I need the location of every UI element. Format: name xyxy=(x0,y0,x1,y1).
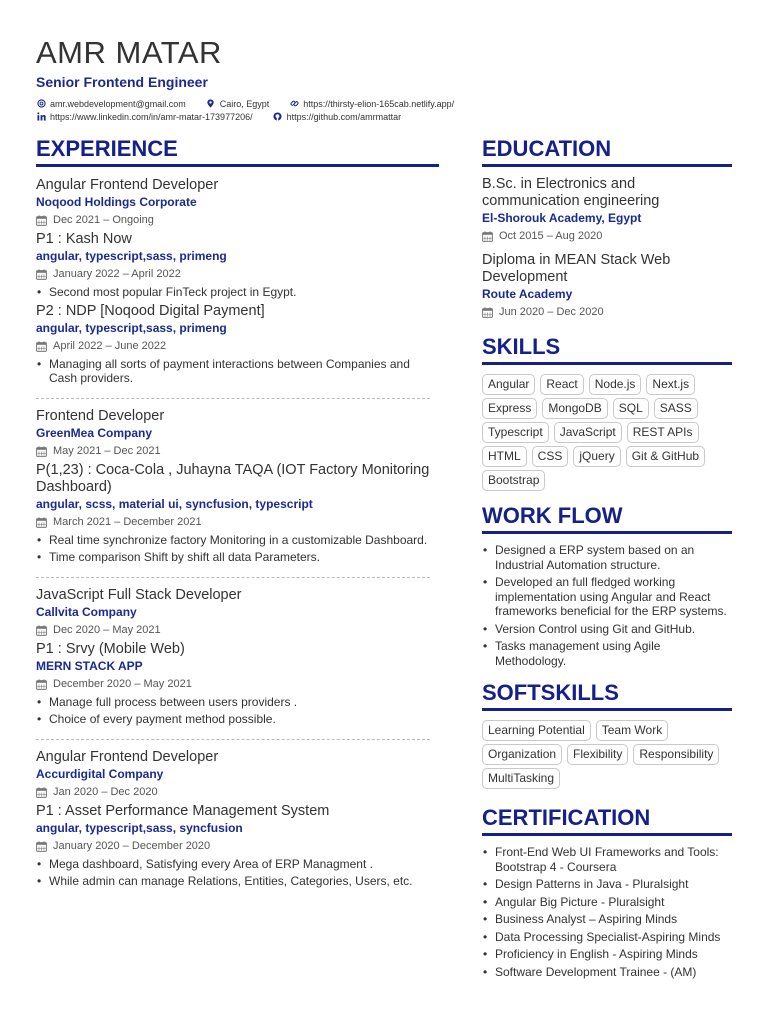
project-bullets xyxy=(36,533,439,565)
github-contact[interactable] xyxy=(273,112,402,122)
list-item: • Business Analyst – Aspiring Minds xyxy=(482,912,732,927)
project-title: P2 : NDP [Noqood Digital Payment] xyxy=(36,302,265,319)
left-column xyxy=(36,136,439,892)
skills-tags xyxy=(482,374,732,491)
degree-title: Diploma in MEAN Stack Web Development xyxy=(482,252,671,285)
candidate-role: Senior Frontend Engineer xyxy=(36,74,208,90)
school-name: Route Academy xyxy=(482,287,573,301)
project-date: March 2021 – December 2021 xyxy=(36,515,439,530)
education-heading: EDUCATION xyxy=(482,136,732,167)
job-title: JavaScript Full Stack Developer xyxy=(36,586,242,603)
project-tech: angular, typescript,sass, syncfusion xyxy=(36,820,243,835)
resume-header xyxy=(36,36,736,123)
contact-info xyxy=(36,97,736,123)
list-item: • Design Patterns in Java - Pluralsight xyxy=(482,877,732,892)
project-bullets xyxy=(36,857,439,889)
calendar-icon xyxy=(36,517,47,528)
softskill-tag: MultiTasking xyxy=(482,768,560,789)
experience-entry xyxy=(36,748,439,889)
skill-tag: Bootstrap xyxy=(482,470,545,491)
job-date: Dec 2020 – May 2021 xyxy=(36,623,439,638)
skill-tag: React xyxy=(540,374,583,395)
linkedin-icon xyxy=(36,112,46,122)
entry-divider xyxy=(36,577,430,578)
calendar-icon xyxy=(36,215,47,226)
project-date: December 2020 – May 2021 xyxy=(36,677,439,692)
entry-divider xyxy=(36,739,430,740)
website-contact[interactable] xyxy=(289,99,454,109)
email-contact[interactable] xyxy=(36,99,186,109)
list-item: • Front-End Web UI Frameworks and Tools: Bootstrap 4 - Coursera xyxy=(482,845,732,874)
softskill-tag: Flexibility xyxy=(567,744,628,765)
skill-tag: jQuery xyxy=(573,446,620,467)
job-title: Frontend Developer xyxy=(36,407,165,424)
linkedin-contact[interactable] xyxy=(36,112,253,122)
degree-title: B.Sc. in Electronics and communication engineering xyxy=(482,176,660,209)
right-column xyxy=(482,136,732,991)
skill-tag: JavaScript xyxy=(554,422,622,443)
softskill-tag: Organization xyxy=(482,744,562,765)
company-name: Accurdigital Company xyxy=(36,766,164,781)
experience-entry xyxy=(36,176,439,386)
project-bullets xyxy=(36,357,439,386)
company-name: GreenMea Company xyxy=(36,425,153,440)
education-entry xyxy=(482,252,732,320)
softskill-tag: Learning Potential xyxy=(482,720,591,741)
list-item: • Second most popular FinTeck project in Egypt. xyxy=(36,285,439,300)
calendar-icon xyxy=(36,446,47,457)
skills-heading: SKILLS xyxy=(482,334,732,365)
job-date: May 2021 – Dec 2021 xyxy=(36,444,439,459)
skill-tag: SQL xyxy=(613,398,649,419)
project-title: P1 : Kash Now xyxy=(36,231,132,247)
softskills-tags xyxy=(482,720,732,789)
github-text[interactable]: https://github.com/amrmattar xyxy=(286,111,402,122)
at-icon xyxy=(36,99,46,109)
list-item: • Data Processing Specialist-Aspiring Minds xyxy=(482,930,732,945)
project-title: P1 : Asset Performance Management System xyxy=(36,802,330,819)
experience-entry xyxy=(36,586,439,727)
workflow-list xyxy=(482,543,732,668)
project-tech: angular, typescript,sass, primeng xyxy=(36,320,227,335)
candidate-name: AMR MATAR xyxy=(36,35,222,70)
experience-entry xyxy=(36,407,439,565)
list-item: • Time comparison Shift by shift all data Parameters. xyxy=(36,550,439,565)
project-title: P1 : Srvy (Mobile Web) xyxy=(36,640,185,657)
project-tech: angular, typescript,sass, primeng xyxy=(36,249,227,263)
list-item: • While admin can manage Relations, Entities, Categories, Users, etc. xyxy=(36,874,439,889)
project-date: April 2022 – June 2022 xyxy=(36,339,439,354)
company-name: Callvita Company xyxy=(36,604,137,619)
skill-tag: Typescript xyxy=(482,422,549,443)
experience-heading: EXPERIENCE xyxy=(36,136,439,167)
entry-divider xyxy=(36,398,430,399)
calendar-icon xyxy=(36,841,47,852)
education-date: Oct 2015 – Aug 2020 xyxy=(482,229,732,244)
education-date: Jun 2020 – Dec 2020 xyxy=(482,305,732,320)
skill-tag: Next.js xyxy=(646,374,695,395)
workflow-heading: WORK FLOW xyxy=(482,503,732,534)
project-date: January 2022 – April 2022 xyxy=(36,267,439,282)
skill-tag: Git & GitHub xyxy=(626,446,705,467)
map-pin-icon xyxy=(206,99,216,109)
list-item: • Version Control using Git and GitHub. xyxy=(482,622,732,637)
list-item: • Choice of every payment method possible. xyxy=(36,712,439,727)
school-name: El-Shorouk Academy, Egypt xyxy=(482,211,642,225)
list-item: • Mega dashboard, Satisfying every Area of ERP Managment . xyxy=(36,857,439,872)
calendar-icon xyxy=(36,625,47,636)
calendar-icon xyxy=(36,341,47,352)
calendar-icon xyxy=(482,231,493,242)
skill-tag: REST APIs xyxy=(627,422,699,443)
project-bullets xyxy=(36,695,439,727)
skill-tag: HTML xyxy=(482,446,527,467)
certification-list xyxy=(482,845,732,979)
calendar-icon xyxy=(482,307,493,318)
list-item: • Real time synchronize factory Monitoring in a customizable Dashboard. xyxy=(36,533,439,548)
skill-tag: SASS xyxy=(654,398,698,419)
calendar-icon xyxy=(36,787,47,798)
skill-tag: Express xyxy=(482,398,537,419)
list-item: • Angular Big Picture - Pluralsight xyxy=(482,895,732,910)
certification-heading: CERTIFICATION xyxy=(482,805,732,836)
website-text[interactable]: https://thirsty-elion-165cab.netlify.app/ xyxy=(303,98,455,109)
skill-tag: MongoDB xyxy=(542,398,607,419)
skill-tag: Node.js xyxy=(589,374,642,395)
list-item: • Managing all sorts of payment interactions between Companies and Cash providers. xyxy=(36,357,439,386)
softskill-tag: Responsibility xyxy=(633,744,719,765)
job-date: Jan 2020 – Dec 2020 xyxy=(36,785,439,800)
email-text[interactable]: amr.webdevelopment@gmail.com xyxy=(50,98,186,109)
location-text: Cairo, Egypt xyxy=(219,98,270,109)
calendar-icon xyxy=(36,679,47,690)
project-tech: angular, scss, material ui, syncfusion, typescript xyxy=(36,496,313,511)
project-date: January 2020 – December 2020 xyxy=(36,839,439,854)
list-item: • Manage full process between users providers . xyxy=(36,695,439,710)
location-contact xyxy=(206,99,270,109)
list-item: • Tasks management using Agile Methodology. xyxy=(482,639,732,668)
list-item: • Software Development Trainee - (AM) xyxy=(482,965,732,980)
linkedin-text[interactable]: https://www.linkedin.com/in/amr-matar-173977206/ xyxy=(50,111,253,122)
project-title: P(1,23) : Coca-Cola , Juhayna TAQA (IOT Factory Monitoring Dashboard) xyxy=(36,461,430,495)
company-name: Noqood Holdings Corporate xyxy=(36,195,197,209)
job-title: Angular Frontend Developer xyxy=(36,177,219,193)
list-item: • Proficiency in English - Aspiring Minds xyxy=(482,947,732,962)
list-item: • Developed an full fledged working implementation using Angular and React frameworks beneficial for the ERP systems. xyxy=(482,575,732,619)
softskills-heading: SOFTSKILLS xyxy=(482,680,732,711)
link-icon xyxy=(289,99,299,109)
softskill-tag: Team Work xyxy=(596,720,668,741)
github-icon xyxy=(273,112,283,122)
education-entry xyxy=(482,176,732,244)
project-tech: MERN STACK APP xyxy=(36,658,143,673)
project-bullets xyxy=(36,285,439,300)
skill-tag: Angular xyxy=(482,374,535,395)
skill-tag: CSS xyxy=(532,446,569,467)
job-date: Dec 2021 – Ongoing xyxy=(36,213,439,228)
job-title: Angular Frontend Developer xyxy=(36,748,219,765)
list-item: • Designed a ERP system based on an Industrial Automation structure. xyxy=(482,543,732,572)
calendar-icon xyxy=(36,269,47,280)
